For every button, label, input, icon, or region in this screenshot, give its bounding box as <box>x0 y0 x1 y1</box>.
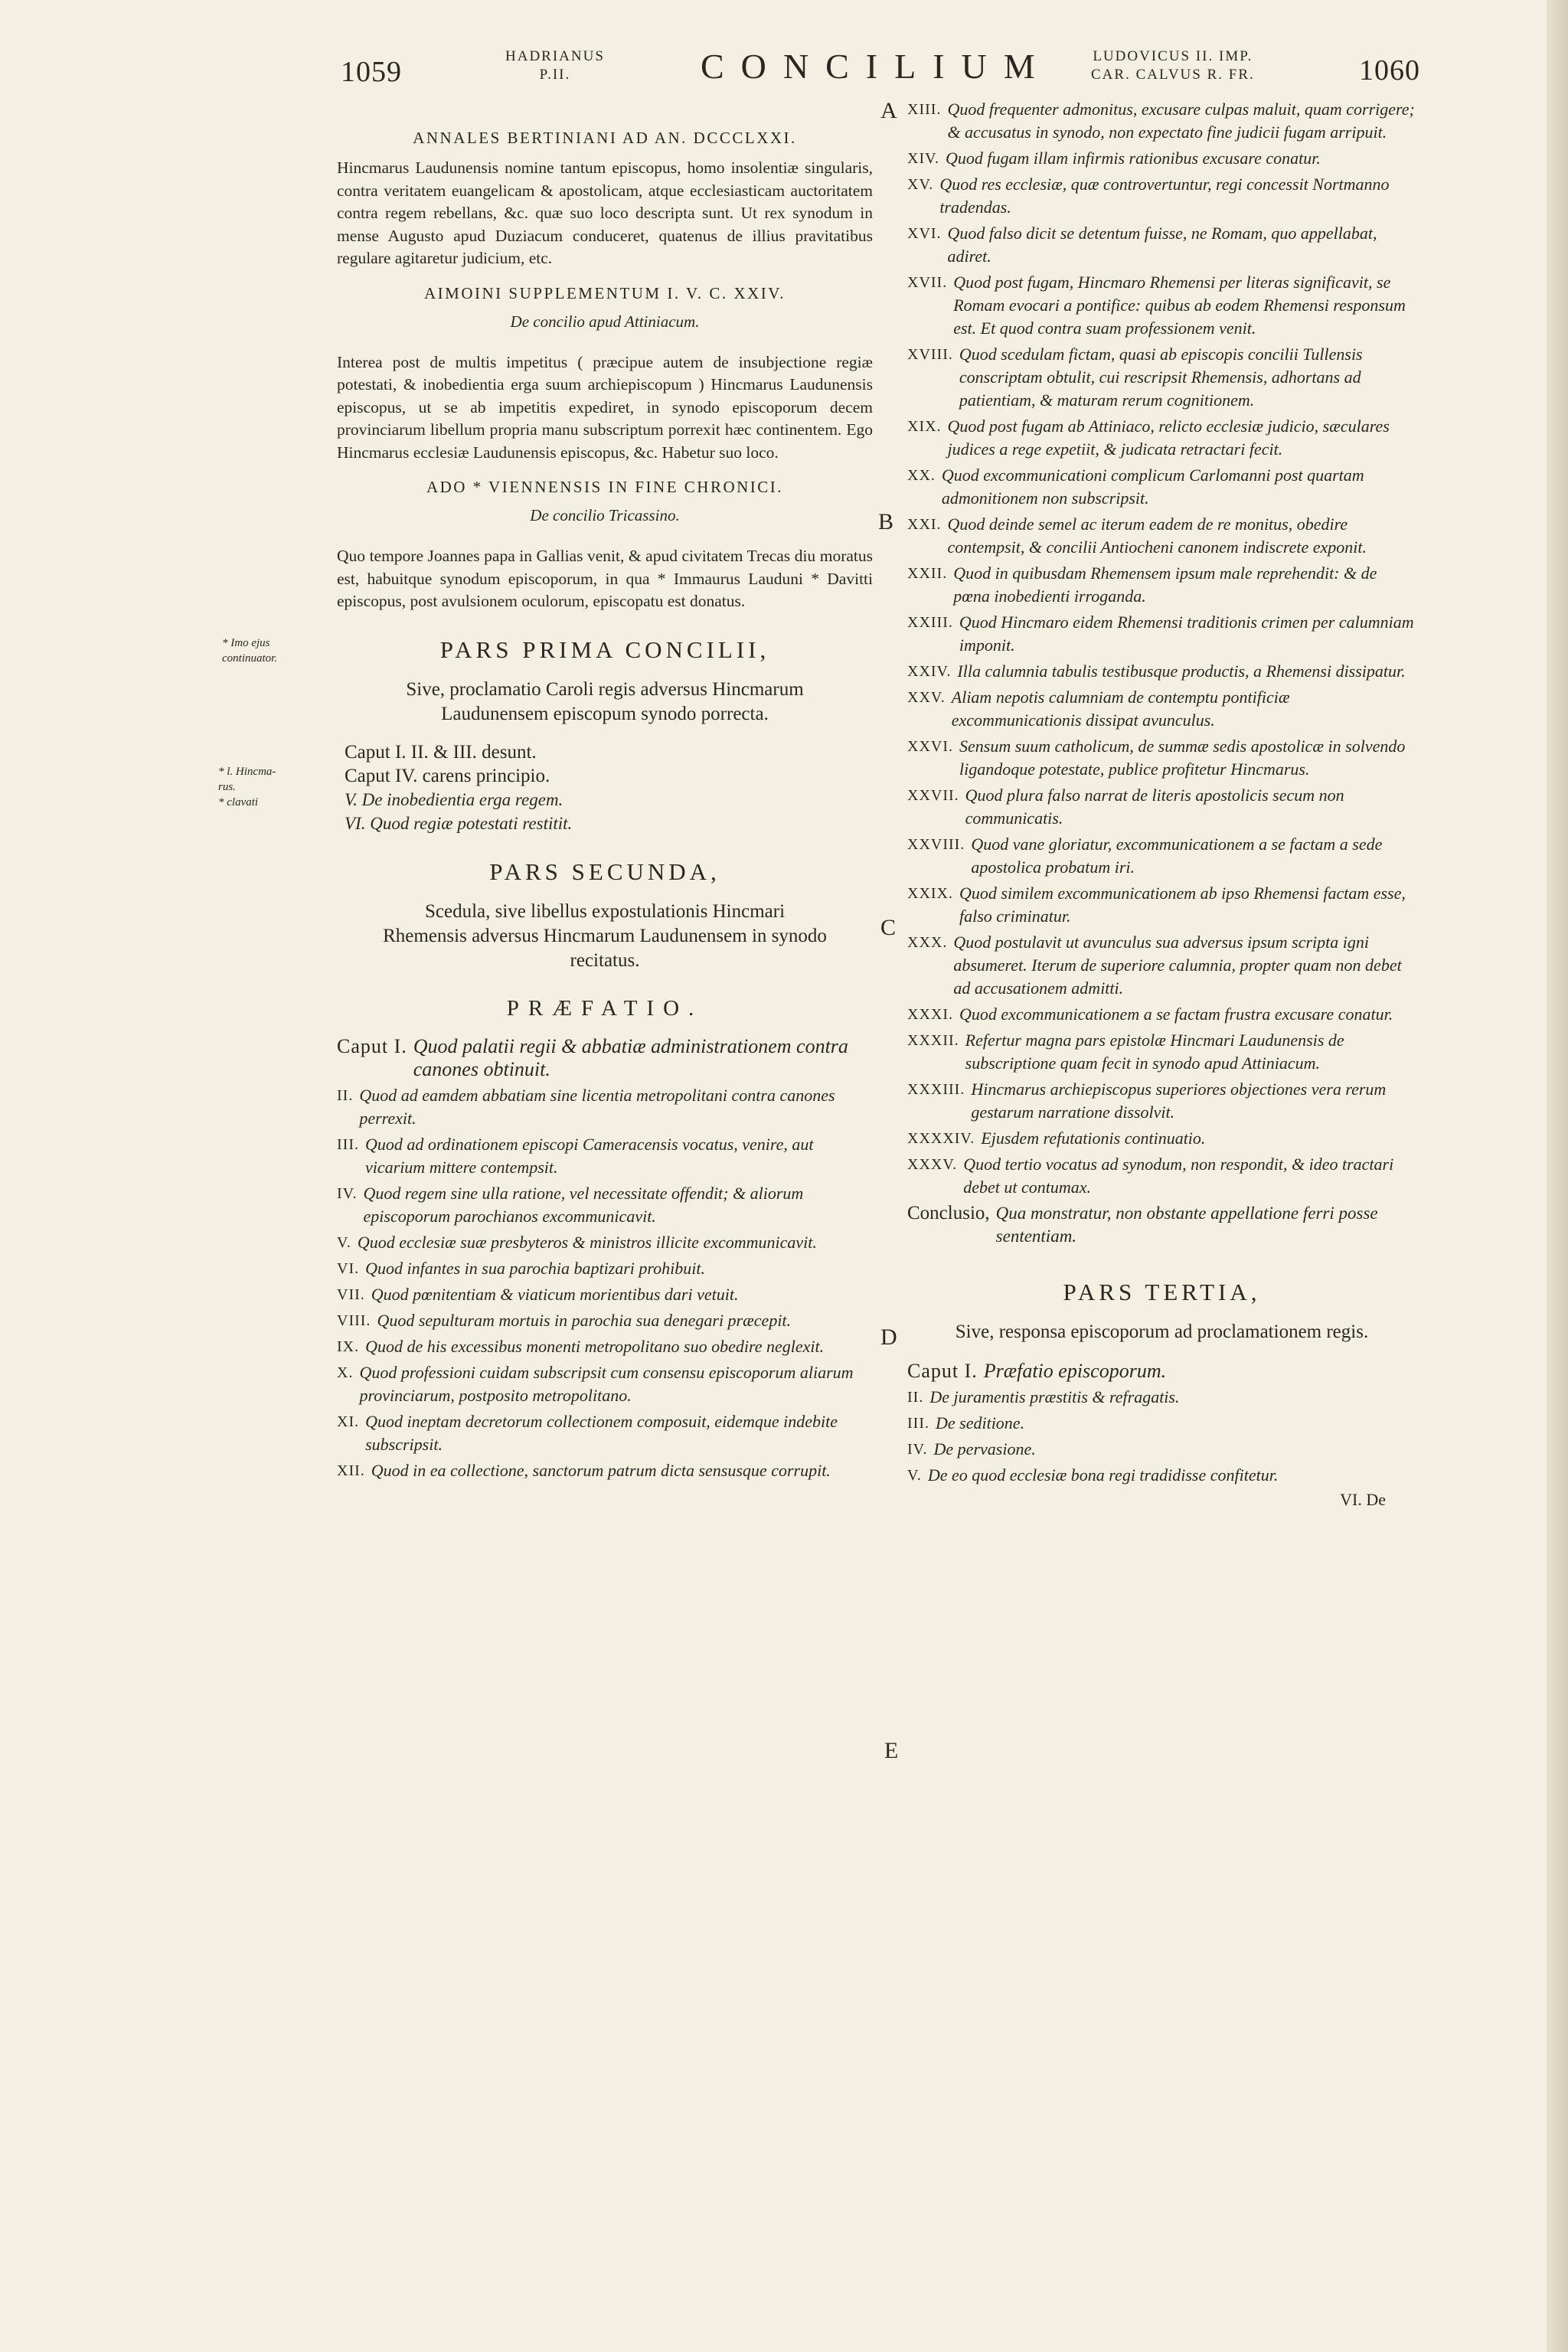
chapter-text: Quod infantes in sua parochia baptizari prohibuit. <box>365 1258 705 1278</box>
chapter-text: Quod vane gloriatur, excommunicationem a se factam a sede apostolica probatum iri. <box>971 835 1383 877</box>
aimoini-heading: AIMOINI SUPPLEMENTUM I. V. C. XXIV. <box>424 283 786 302</box>
chapter-item <box>907 173 1416 219</box>
chapter-number: XVI. <box>907 225 942 242</box>
chapter-number: XI. <box>337 1413 360 1430</box>
chapter-number: X. <box>337 1364 354 1381</box>
page-title: CONCILIUM <box>701 47 1052 86</box>
margin-note-1 <box>222 635 277 666</box>
chapter-number: XIII. <box>907 101 942 118</box>
chapter-text: Quod res ecclesiæ, quæ controvertuntur, regi concessit Nortmanno tradendas. <box>939 175 1390 217</box>
chapter-text: Illa calumnia tabulis testibusque productis, a Rhemensi dissipatur. <box>957 662 1406 681</box>
chapter-item <box>337 1133 873 1179</box>
chapter-text: Quod similem excommunicationem ab ipso Rhemensi factam esse, falso criminatur. <box>959 884 1406 926</box>
pars-secunda-description: Scedula, sive libellus expostulationis Hincmari Rhemensis adversus Hincmarum Laudunensem in synodo recitatus. <box>383 900 827 971</box>
pars-secunda-heading: PARS SECUNDA, <box>489 858 720 885</box>
chapter-number: XXIX. <box>907 885 953 902</box>
chapter-text: Quod sepulturam mortuis in parochia sua denegari præcepit. <box>377 1310 792 1330</box>
chapter-text: Quod falso dicit se detentum fuisse, ne Romam, quo appellabat, adiret. <box>947 224 1377 266</box>
chapter-number: XV. <box>907 176 934 193</box>
chapter-text: Quod palatii regii & abbatiæ administrationem contra canones obtinuit. <box>413 1034 848 1080</box>
chapter-text: De pervasione. <box>933 1439 1036 1459</box>
chapter-text: Quod plura falso narrat de literis apostolicis secum non communicatis. <box>965 786 1344 828</box>
chapter-text: Quod in ea collectione, sanctorum patrum dicta sensusque corrupit. <box>371 1460 831 1480</box>
chapter-number: XXVII. <box>907 787 959 804</box>
chapter-item <box>907 833 1416 879</box>
chapter-text: Refertur magna pars epistolæ Hincmari Laudunensis de subscriptione quam fecit in synodo apud Attiniacum. <box>965 1031 1344 1073</box>
chapter-number: V. <box>337 1233 351 1251</box>
chapter-text: Quod Hincmaro eidem Rhemensi traditionis crimen per calumniam imponit. <box>959 612 1414 655</box>
chapter-number: IV. <box>337 1184 358 1202</box>
conclusio-text: Qua monstratur, non obstante appellatione ferri posse sententiam. <box>995 1204 1378 1246</box>
page-number-left: 1059 <box>341 56 402 88</box>
margin-note-2-line3: * clavati <box>218 796 259 808</box>
chapter-item <box>907 464 1416 510</box>
chapter-item <box>337 1035 873 1081</box>
chapter-text: Quod frequenter admonitus, excusare culpas maluit, quam corrigere; & accusatus in synodo, non expectato fine judicii fugam arripuit. <box>947 100 1415 142</box>
left-column <box>337 115 873 1485</box>
pars-prima-line: VI. Quod regiæ potestati restitit. <box>345 813 573 833</box>
margin-letter-e: E <box>884 1738 899 1763</box>
chapter-number: IX. <box>337 1338 360 1355</box>
tertia-chapter-list <box>907 1360 1416 1487</box>
chapter-number: VII. <box>337 1285 365 1303</box>
chapter-item <box>907 686 1416 732</box>
chapter-text: Aliam nepotis calumniam de contemptu pontificiæ excommunicationis dissipat avunculus. <box>951 688 1290 730</box>
chapter-text: Quod in quibusdam Rhemensem ipsum male reprehendit: & de pœna inobedienti irroganda. <box>953 564 1377 606</box>
running-head-right-line2: CAR. CALVUS R. FR. <box>1091 67 1255 83</box>
margin-letter-b: B <box>878 509 894 534</box>
ado-heading: ADO * VIENNENSIS IN FINE CHRONICI. <box>426 478 784 496</box>
chapter-item <box>907 1438 1416 1461</box>
chapter-item <box>907 1464 1416 1487</box>
chapter-text: De juramentis præstitis & refragatis. <box>929 1387 1180 1406</box>
chapter-number: VI. <box>337 1259 360 1277</box>
chapter-item <box>907 931 1416 1000</box>
chapter-item <box>907 1003 1416 1026</box>
chapter-number: II. <box>907 1389 924 1406</box>
chapter-text: Ejusdem refutationis continuatio. <box>981 1129 1206 1148</box>
chapter-text: Quod ad ordinationem episcopi Cameracensis vocatus, venire, aut vicarium mittere contempsit. <box>364 1134 814 1177</box>
chapter-item <box>337 1459 873 1482</box>
chapter-number: VIII. <box>337 1312 371 1329</box>
chapter-number: XXXIII. <box>907 1081 965 1098</box>
right-chapter-list <box>907 98 1416 1248</box>
chapter-number: XIV. <box>907 150 939 167</box>
margin-letter-a: A <box>880 98 897 123</box>
chapter-item <box>907 415 1416 461</box>
chapter-item <box>907 611 1416 657</box>
chapter-number: XXVI. <box>907 738 953 755</box>
chapter-item <box>907 1078 1416 1124</box>
chapter-text: Hincmarus archiepiscopus superiores objectiones vera rerum gestarum narratione dissolvit. <box>971 1080 1387 1122</box>
chapter-item <box>907 1386 1416 1409</box>
chapter-item <box>907 562 1416 608</box>
chapter-text: Quod de his excessibus monenti metropolitano suo obedire neglexit. <box>365 1336 825 1356</box>
chapter-number: XXXXIV. <box>907 1130 975 1147</box>
chapter-number: XVIII. <box>907 346 953 363</box>
chapter-item <box>907 882 1416 928</box>
aimoini-subheading: De concilio apud Attiniacum. <box>510 312 700 331</box>
conclusio-label: Conclusio, <box>907 1203 990 1223</box>
running-head-right-line1: LUDOVICUS II. IMP. <box>1093 48 1253 64</box>
conclusio-item <box>907 1202 1416 1248</box>
chapter-item <box>337 1257 873 1280</box>
chapter-text: Quod postulavit ut avunculus sua adversus ipsum scripta igni absumeret. Iterum de superiore calumnia, propter quam non debet ad accusationem admitti. <box>953 933 1402 998</box>
running-head-left-line2: P.II. <box>539 67 571 83</box>
chapter-text: Quod regem sine ulla ratione, vel necessitate offendit; & aliorum episcoporum parochianos excommunicavit. <box>363 1183 804 1226</box>
chapter-text: Quod excommunicationem a se factam frustra excusare conatur. <box>959 1004 1393 1024</box>
chapter-number: XXX. <box>907 934 948 951</box>
chapter-text: Quod ecclesiæ suæ presbyteros & ministros illicite excommunicavit. <box>357 1232 817 1252</box>
chapter-text: Quod excommunicationi complicum Carlomanni post quartam admonitionem non subscripsit. <box>941 466 1364 508</box>
chapter-number: XXIII. <box>907 614 953 631</box>
chapter-text: De seditione. <box>935 1413 1025 1432</box>
running-head-left-line1: HADRIANUS <box>505 48 605 64</box>
pars-prima-line: V. De inobedientia erga regem. <box>345 789 564 809</box>
chapter-number: XX. <box>907 467 936 484</box>
ado-text: Quo tempore Joannes papa in Gallias venit, & apud civitatem Trecas diu moratus est, habuitque synodum episcoporum, in qua * Immaurus Lauduni * Davitti episcopus, post avulsionem oculorum, episcopatu est donatus. <box>337 547 873 610</box>
pars-prima-heading: PARS PRIMA CONCILII, <box>439 635 770 663</box>
chapter-text: Quod ineptam decretorum collectionem composuit, eidemque indebite subscripsit. <box>365 1411 838 1454</box>
chapter-number: XXXI. <box>907 1006 953 1023</box>
page-edge <box>1547 0 1568 2352</box>
pars-prima-line: Caput I. II. & III. desunt. <box>345 741 537 763</box>
chapter-item <box>907 271 1416 340</box>
chapter-number: XXXV. <box>907 1156 958 1173</box>
running-head-right <box>1091 47 1255 84</box>
chapter-number: Caput I. <box>337 1034 407 1057</box>
margin-note-1-line1: * Imo ejus <box>222 637 270 649</box>
chapter-text: Quod post fugam ab Attiniaco, relicto ecclesiæ judicio, sæculares judices a rege expetiit, & judicata retractari fecit. <box>947 416 1390 459</box>
catchword: VI. De <box>1340 1490 1386 1509</box>
pars-prima-line: Caput IV. carens principio. <box>345 765 550 786</box>
praefatio-heading: PRÆFATIO. <box>506 995 704 1021</box>
chapter-item <box>337 1361 873 1407</box>
margin-note-2 <box>218 764 276 810</box>
pars-prima-description: Sive, proclamatio Caroli regis adversus Hincmarum Laudunensem episcopum synodo porrecta. <box>406 678 804 724</box>
chapter-text: Sensum suum catholicum, de summæ sedis apostolicæ in solvendo ligandoque potestate, publice profitetur Hincmarus. <box>959 737 1406 779</box>
chapter-item <box>337 1283 873 1306</box>
chapter-item <box>907 343 1416 412</box>
chapter-number: V. <box>907 1467 922 1484</box>
chapter-number: IV. <box>907 1441 928 1458</box>
annales-text: Hincmarus Laudunensis nomine tantum episcopus, homo insolentiæ singularis, contra veritatem euangelicam & apostolicam, atque ecclesiasticam auctoritatem contra regem rebellans, &c. quæ suo loco descripta sunt. Ut rex synodum in mense Augusto apud Duziacum conduceret, quatenus de illius pravitatibus regulare agitaretur judicium, etc. <box>337 158 873 267</box>
running-head-left <box>505 47 605 84</box>
chapter-number: XXIV. <box>907 663 952 680</box>
chapter-number: XII. <box>337 1462 365 1479</box>
aimoini-text: Interea post de multis impetitus ( præcipue autem de insubjectione regiæ potestati, & inobedientia erga suum archiepiscopum ) Hincmarus Laudunensis episcopus, ut se ab impetitis expediret, in synodo episcoporum decem provinciarum libellum propria manu subscriptum porrexit hæc continentem. Ego Hincmarus ecclesiæ Laudunensis episcopus, &c. Habetur suo loco. <box>337 352 873 462</box>
chapter-text: Quod fugam illam infirmis rationibus excusare conatur. <box>945 149 1321 168</box>
chapter-text: Quod pœnitentiam & viaticum morientibus dari vetuit. <box>371 1284 739 1304</box>
chapter-text: Quod ad eamdem abbatiam sine licentia metropolitani contra canones perrexit. <box>359 1085 835 1128</box>
margin-letter-c: C <box>880 915 897 940</box>
ado-subheading: De concilio Tricassino. <box>530 506 680 524</box>
chapter-number: Caput I. <box>907 1360 978 1382</box>
chapter-item <box>337 1182 873 1228</box>
chapter-number: II. <box>337 1086 354 1104</box>
right-column <box>907 98 1416 1510</box>
chapter-number: XXII. <box>907 565 948 582</box>
pars-tertia-heading: PARS TERTIA, <box>1063 1279 1261 1305</box>
chapter-item <box>907 147 1416 170</box>
chapter-number: III. <box>337 1135 359 1153</box>
chapter-number: III. <box>907 1415 929 1432</box>
chapter-text: Quod post fugam, Hincmaro Rhemensi per literas significavit, se Romam evocari a pontifice: quibus ab eodem Rhemensi responsum est. Et quod contra suam professionem venit. <box>953 273 1406 338</box>
chapter-item <box>907 1029 1416 1075</box>
margin-note-1-line2: continuator. <box>222 652 278 665</box>
chapter-number: XXXII. <box>907 1032 959 1049</box>
chapter-text: De eo quod ecclesiæ bona regi tradidisse confitetur. <box>927 1465 1279 1485</box>
chapter-item <box>337 1335 873 1358</box>
chapter-item <box>907 1127 1416 1150</box>
chapter-number: XXI. <box>907 516 942 533</box>
chapter-text: Quod scedulam fictam, quasi ab episcopis concilii Tullensis conscriptam obtulit, cui rescripsit Rhemensis, adhortans ad patientiam, & maturam rerum cognitionem. <box>959 345 1363 410</box>
annales-heading: ANNALES BERTINIANI AD AN. DCCCLXXI. <box>413 129 797 147</box>
chapter-item <box>337 1231 873 1254</box>
chapter-number: XIX. <box>907 418 942 435</box>
page-number-right: 1060 <box>1359 54 1420 87</box>
margin-note-2-line1: * l. Hincma- <box>218 766 276 778</box>
chapter-item <box>907 660 1416 683</box>
chapter-item <box>907 784 1416 830</box>
chapter-text: Quod deinde semel ac iterum eadem de re monitus, obedire contempsit, & concilii Antiocheni canonem indiscrete exponit. <box>947 514 1367 557</box>
chapter-item <box>907 735 1416 781</box>
left-chapter-list <box>337 1035 873 1482</box>
chapter-number: XXVIII. <box>907 836 965 853</box>
margin-note-2-line2: rus. <box>218 781 236 793</box>
chapter-item <box>907 1153 1416 1199</box>
chapter-text: Quod professioni cuidam subscripsit cum consensu episcoporum aliarum provinciarum, postposito metropolitano. <box>359 1362 854 1405</box>
chapter-item <box>907 1360 1416 1383</box>
chapter-item <box>337 1084 873 1130</box>
chapter-number: XVII. <box>907 274 948 291</box>
pars-prima-list <box>345 740 873 835</box>
chapter-item <box>907 1412 1416 1435</box>
chapter-item <box>907 98 1416 144</box>
chapter-item <box>907 222 1416 268</box>
chapter-number: XXV. <box>907 689 946 706</box>
margin-letter-d: D <box>880 1325 897 1350</box>
chapter-item <box>337 1309 873 1332</box>
chapter-item <box>337 1410 873 1456</box>
chapter-text: Quod tertio vocatus ad synodum, non respondit, & ideo tractari debet ut contumax. <box>963 1155 1394 1197</box>
chapter-item <box>907 513 1416 559</box>
pars-tertia-description: Sive, responsa episcoporum ad proclamationem regis. <box>955 1321 1369 1342</box>
chapter-text: Præfatio episcoporum. <box>983 1360 1167 1382</box>
